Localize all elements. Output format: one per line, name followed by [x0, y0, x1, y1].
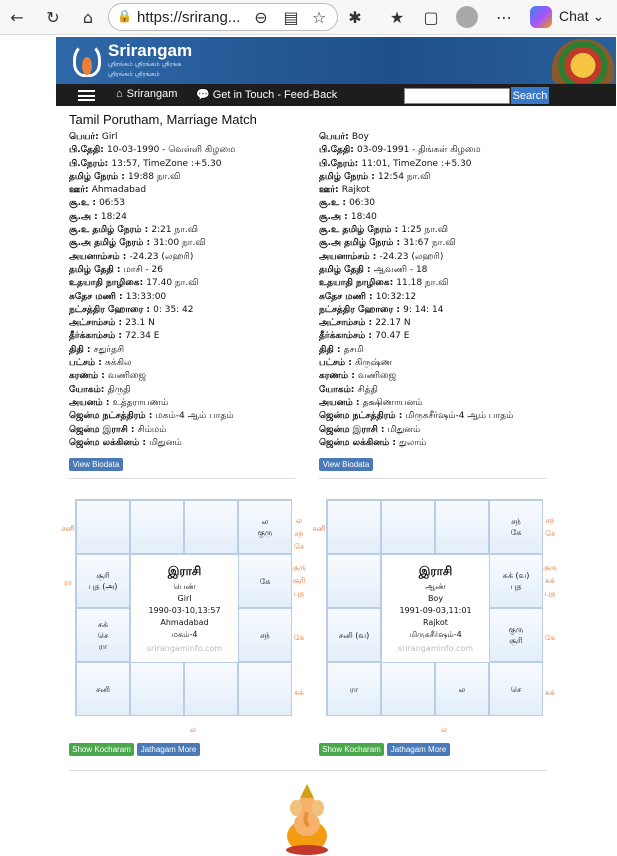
house-planets: சூரி புத (அ) — [88, 571, 118, 591]
detail-row — [319, 264, 559, 277]
detail-label: உதயாதி நாழிகை: — [69, 278, 147, 289]
detail-row — [319, 171, 559, 184]
detail-label: பெயர்: — [319, 132, 352, 142]
girl-details — [69, 131, 309, 450]
detail-value: 1:25 நா.வி — [401, 225, 449, 236]
detail-row — [69, 384, 309, 397]
detail-row — [319, 184, 559, 197]
detail-label: தமிழ் நேரம் : — [69, 171, 129, 182]
detail-row — [319, 251, 559, 264]
chart-house — [381, 500, 435, 554]
detail-value: 31:67 நா.வி — [403, 238, 456, 249]
divider — [319, 478, 547, 479]
chart-center — [130, 554, 239, 663]
detail-label: யோகம்: — [319, 384, 358, 395]
house-planets: ரா — [349, 684, 359, 694]
chart-house — [327, 608, 381, 662]
chart-gender: பெண் — [173, 582, 196, 591]
detail-row — [69, 237, 309, 250]
detail-label: சூ.உ : — [319, 198, 350, 209]
detail-value: சித்தி — [357, 384, 378, 395]
detail-row — [69, 184, 309, 197]
side-planets: குரு சூரி புத — [292, 563, 306, 598]
detail-row — [319, 211, 559, 224]
detail-row — [319, 317, 559, 330]
house-planets: செ — [510, 684, 522, 694]
chart-house — [327, 500, 381, 554]
detail-value: 18:24 — [100, 211, 127, 222]
detail-row — [69, 131, 309, 144]
detail-value: 22.17 N — [375, 318, 411, 329]
watermark: srirangaminfo.com — [146, 644, 223, 653]
detail-value: -24.23 (லஹரி) — [379, 251, 444, 262]
detail-value: 2:21 நா.வி — [151, 225, 199, 236]
girl-jathagam-more-button[interactable]: Jathagam More — [137, 743, 200, 756]
detail-value: 10:32:12 — [375, 291, 417, 302]
house-planets: சுக் செ ரா — [97, 619, 109, 651]
address-bar[interactable] — [108, 3, 338, 31]
detail-value: மிருகசீர்ஷம்-4 ஆம் பாதம் — [405, 411, 514, 422]
detail-label: திதி : — [69, 344, 94, 355]
chart-house — [381, 662, 435, 716]
chart-house — [238, 662, 292, 716]
detail-value: உத்தராயணம் — [112, 397, 169, 408]
chart-dt: 1991-09-03,11:01 — [399, 606, 472, 615]
detail-value: மிதுனம் — [149, 437, 182, 448]
detail-row — [69, 410, 309, 423]
boy-show-kocharam-button[interactable]: Show Kocharam — [319, 743, 384, 756]
detail-value: மாசி - 26 — [123, 264, 164, 275]
chart-house — [238, 500, 292, 554]
detail-value: திருதி — [107, 384, 131, 395]
girl-rasi-chart — [75, 499, 292, 716]
detail-value: 31:00 நா.வி — [153, 238, 206, 249]
detail-value: 13:57, TimeZone :+5.30 — [111, 158, 222, 169]
detail-label: ஜென்ம நட்சத்திரம் : — [319, 411, 406, 422]
detail-row — [319, 277, 559, 290]
detail-row — [69, 397, 309, 410]
detail-label: கரணம் : — [319, 371, 358, 382]
detail-value: 0: 35: 42 — [153, 304, 194, 315]
favorites-icon[interactable]: ★ — [389, 7, 405, 27]
boy-jathagam-more-button[interactable]: Jathagam More — [387, 743, 450, 756]
nav-bar — [56, 84, 616, 106]
detail-row — [69, 330, 309, 343]
detail-row — [69, 304, 309, 317]
side-planets: குரு சுக் புத — [543, 563, 557, 598]
detail-label: அயனாம்சம் : — [69, 251, 130, 262]
detail-row — [319, 424, 559, 437]
detail-label: பி.தேதி: — [69, 145, 107, 156]
detail-value: வணிஜை — [357, 371, 396, 382]
detail-row — [69, 370, 309, 383]
reload-icon[interactable]: ↻ — [46, 7, 60, 27]
house-planets: குரு சூரி — [508, 625, 524, 645]
detail-value: சிம்மம் — [137, 424, 167, 435]
nav-home[interactable]: ⌂ Srirangam — [116, 88, 178, 100]
chart-house — [238, 608, 292, 662]
detail-label: திதி : — [319, 344, 344, 355]
detail-row — [69, 277, 309, 290]
detail-label: பட்சம் : — [69, 358, 105, 369]
detail-value: சுக்கில — [104, 358, 132, 369]
detail-label: பி.தேதி: — [319, 145, 357, 156]
detail-label: பி.நேரம்: — [319, 158, 362, 169]
chart-house — [327, 554, 381, 608]
detail-row — [319, 224, 559, 237]
chart-star: மிருகசீர்ஷம்-4 — [409, 630, 462, 639]
detail-label: அட்சாம்சம் : — [69, 318, 126, 329]
rasi-label: இராசி — [418, 564, 453, 578]
chart-house — [435, 500, 489, 554]
detail-value: 19:88 நா.வி — [128, 171, 181, 182]
detail-value: Girl — [101, 132, 118, 142]
detail-value: தக்ஷிணாயனம் — [362, 397, 423, 408]
chart-house — [489, 554, 543, 608]
nav-contact[interactable]: 💬 Get in Touch - Feed-Back — [196, 89, 338, 101]
detail-row — [69, 344, 309, 357]
detail-value: 17.40 நா.வி — [146, 278, 199, 289]
house-planets: கே — [259, 576, 271, 586]
ganesha-image — [284, 784, 330, 856]
chart-place: Rajkot — [423, 618, 448, 627]
detail-label: நட்சத்திர ஹோரை : — [69, 304, 154, 315]
zoom-icon[interactable]: ⊖ — [254, 7, 268, 27]
detail-value: -24.23 (லஹரி) — [129, 251, 194, 262]
boy-details — [319, 131, 559, 450]
chat-bubble-icon: 💬 — [196, 89, 210, 101]
detail-label: ஜென்ம இராசி : — [69, 424, 138, 435]
detail-value: 11:01, TimeZone :+5.30 — [361, 158, 472, 169]
detail-label: அயனம் : — [319, 397, 363, 408]
side-planets: சனி — [312, 524, 326, 533]
detail-value: வணிஜை — [107, 371, 146, 382]
house-planets: சந் கே — [510, 517, 522, 537]
detail-value: மிதுனம் — [387, 424, 421, 435]
detail-row — [69, 357, 309, 370]
detail-value: 23.1 N — [125, 318, 155, 329]
divider — [69, 770, 547, 771]
detail-value: 11.18 நா.வி — [396, 278, 449, 289]
detail-label: கரணம் : — [69, 371, 108, 382]
detail-label: சூ.அ : — [319, 211, 351, 222]
detail-label: தீர்க்காம்சம் : — [319, 331, 376, 342]
address-text: https://srirang... — [137, 8, 241, 26]
detail-label: ஜென்ம நட்சத்திரம் : — [69, 411, 156, 422]
chart-house — [489, 608, 543, 662]
detail-label: பெயர்: — [69, 132, 102, 142]
house-planets: சனி — [96, 684, 110, 694]
detail-label: சூ.அ தமிழ் நேரம் : — [69, 238, 154, 249]
detail-label: தமிழ் தேதி : — [69, 264, 124, 275]
side-planets: சந் செ — [545, 516, 555, 538]
brand-subtitle: ஸ்ரீரங்கம் ஸ்ரீரங்கம் ஸ்ரீரங்க — [108, 61, 182, 68]
girl-view-biodata-button[interactable]: View Biodata — [69, 458, 123, 471]
house-planets: சனி (வ) — [338, 630, 370, 640]
chart-house — [76, 662, 130, 716]
detail-label: தீர்க்காம்சம் : — [69, 331, 126, 342]
detail-value: 13:33:00 — [125, 291, 167, 302]
detail-row — [319, 304, 559, 317]
detail-value: Rajkot — [341, 185, 370, 196]
detail-label: ஜென்ம லக்கினம் : — [69, 437, 150, 448]
detail-row — [69, 291, 309, 304]
chart-gender: ஆண் — [425, 582, 446, 591]
chart-house — [76, 500, 130, 554]
boy-view-biodata-button[interactable]: View Biodata — [319, 458, 373, 471]
search-input[interactable] — [404, 88, 510, 104]
detail-label: நட்சத்திர ஹோரை : — [319, 304, 404, 315]
detail-label: யோகம்: — [69, 384, 108, 395]
lock-icon: 🔒 — [117, 9, 132, 23]
site-brand[interactable]: Srirangam — [108, 41, 193, 60]
side-planets: ல — [189, 725, 197, 734]
detail-row — [69, 251, 309, 264]
chart-house — [76, 608, 130, 662]
deity-image — [552, 39, 614, 83]
side-planets: கே — [544, 633, 556, 642]
detail-label: பட்சம் : — [319, 358, 355, 369]
boy-rasi-chart — [326, 499, 543, 716]
detail-label: சூ.உ தமிழ் நேரம் : — [319, 225, 402, 236]
detail-value: 18:40 — [350, 211, 377, 222]
detail-label: சூ.அ : — [69, 211, 101, 222]
home-nav-icon: ⌂ — [116, 88, 123, 100]
house-planets: சந் — [260, 630, 270, 640]
detail-row — [69, 211, 309, 224]
home-icon[interactable]: ⌂ — [82, 7, 94, 27]
detail-row — [319, 397, 559, 410]
detail-label: சுதேச மணி : — [319, 291, 376, 302]
chart-house — [130, 500, 184, 554]
watermark: srirangaminfo.com — [397, 644, 474, 653]
detail-value: ஆவணி - 18 — [373, 264, 428, 275]
detail-label: தமிழ் நேரம் : — [319, 171, 379, 182]
chart-center — [381, 554, 490, 663]
rasi-label: இராசி — [167, 564, 202, 578]
detail-value: 10-03-1990 - வெள்ளி கிழமை — [107, 145, 236, 156]
chart-house — [130, 662, 184, 716]
detail-value: 70.47 E — [375, 331, 410, 342]
chart-star: மகம்-4 — [171, 630, 198, 639]
detail-row — [319, 158, 559, 171]
detail-label: சூ.உ தமிழ் நேரம் : — [69, 225, 152, 236]
side-planets: ரா — [64, 578, 72, 587]
detail-value: துலாம் — [399, 437, 427, 448]
side-planets: சனி — [61, 524, 75, 533]
divider — [69, 478, 295, 479]
profile-avatar[interactable] — [456, 6, 478, 28]
detail-value: 9: 14: 14 — [403, 304, 444, 315]
detail-label: சுதேச மணி : — [69, 291, 126, 302]
menu-icon[interactable] — [78, 90, 95, 101]
detail-row — [69, 224, 309, 237]
reader-icon[interactable]: ▤ — [283, 7, 299, 27]
chart-name: Boy — [427, 594, 444, 603]
girl-show-kocharam-button[interactable]: Show Kocharam — [69, 743, 134, 756]
favorite-icon[interactable]: ☆ — [311, 7, 327, 27]
chart-dt: 1990-03-10,13:57 — [148, 606, 221, 615]
detail-row — [319, 237, 559, 250]
detail-value: 03-09-1991 - திங்கள் கிழமை — [357, 145, 481, 156]
logo-dot — [82, 57, 92, 75]
detail-label: அயனம் : — [69, 397, 113, 408]
detail-value: தசமி — [343, 344, 364, 355]
detail-value: 12:54 நா.வி — [378, 171, 431, 182]
chart-house — [184, 500, 238, 554]
chart-house — [184, 662, 238, 716]
detail-label: ஜென்ம இராசி : — [319, 424, 388, 435]
house-planets: ல — [458, 684, 466, 694]
chart-house — [435, 662, 489, 716]
chart-place: Ahmadabad — [160, 618, 209, 627]
detail-value: 72.34 E — [125, 331, 160, 342]
detail-value: Boy — [351, 132, 369, 142]
detail-label: ஊர்: — [69, 185, 92, 196]
detail-row — [69, 437, 309, 450]
detail-row — [319, 330, 559, 343]
browser-toolbar — [0, 0, 617, 35]
detail-row — [319, 291, 559, 304]
side-planets: கே — [293, 633, 305, 642]
back-icon[interactable]: ← — [10, 7, 24, 27]
page-title: Tamil Porutham, Marriage Match — [69, 112, 257, 127]
detail-label: அயனாம்சம் : — [319, 251, 380, 262]
detail-row — [319, 344, 559, 357]
chart-house — [238, 554, 292, 608]
house-planets: சுக் (வ) புத — [502, 571, 530, 591]
detail-label: சூ.அ தமிழ் நேரம் : — [319, 238, 404, 249]
site-banner — [56, 37, 616, 84]
detail-label: உதயாதி நாழிகை: — [319, 278, 397, 289]
detail-label: பி.நேரம்: — [69, 158, 112, 169]
side-planets: ல — [440, 725, 448, 734]
search-button[interactable]: Search — [511, 87, 549, 104]
detail-row — [319, 144, 559, 157]
detail-label: ஜென்ம லக்கினம் : — [319, 437, 400, 448]
detail-value: 06:30 — [349, 198, 376, 209]
detail-row — [319, 384, 559, 397]
detail-label: சூ.உ : — [69, 198, 100, 209]
detail-row — [319, 197, 559, 210]
detail-row — [319, 437, 559, 450]
detail-row — [69, 171, 309, 184]
detail-label: ஊர்: — [319, 185, 342, 196]
detail-value: Ahmadabad — [91, 185, 147, 196]
side-planets: சுக் — [545, 688, 555, 697]
detail-row — [69, 424, 309, 437]
detail-label: அட்சாம்சம் : — [319, 318, 376, 329]
detail-value: மகம்-4 ஆம் பாதம் — [155, 411, 234, 422]
detail-row — [69, 317, 309, 330]
side-planets: ல சந் செ — [294, 516, 304, 551]
side-planets: சுக் — [294, 688, 304, 697]
detail-row — [319, 131, 559, 144]
chart-house — [489, 500, 543, 554]
detail-value: கிருஷ்ண — [354, 358, 393, 369]
extensions-icon[interactable]: ✱ — [348, 7, 362, 27]
brand-subtitle-2: ஸ்ரீரங்கம் ஸ்ரீரங்கம் — [108, 71, 160, 78]
chart-house — [327, 662, 381, 716]
detail-row — [69, 144, 309, 157]
house-planets: ல குரு — [257, 517, 273, 537]
more-icon[interactable]: ⋯ — [496, 7, 512, 27]
chart-house — [76, 554, 130, 608]
detail-row — [69, 158, 309, 171]
chat-button[interactable]: Chat ⌄ — [559, 8, 605, 24]
detail-row — [319, 410, 559, 423]
detail-row — [319, 357, 559, 370]
detail-value: சதுர்தசி — [93, 344, 125, 355]
detail-row — [319, 370, 559, 383]
detail-row — [69, 197, 309, 210]
detail-row — [69, 264, 309, 277]
chart-name: Girl — [177, 594, 192, 603]
copilot-icon[interactable] — [530, 6, 552, 28]
chart-house — [489, 662, 543, 716]
detail-label: தமிழ் தேதி : — [319, 264, 374, 275]
detail-value: 06:53 — [99, 198, 126, 209]
screenshot-icon[interactable]: ▢ — [423, 7, 439, 27]
